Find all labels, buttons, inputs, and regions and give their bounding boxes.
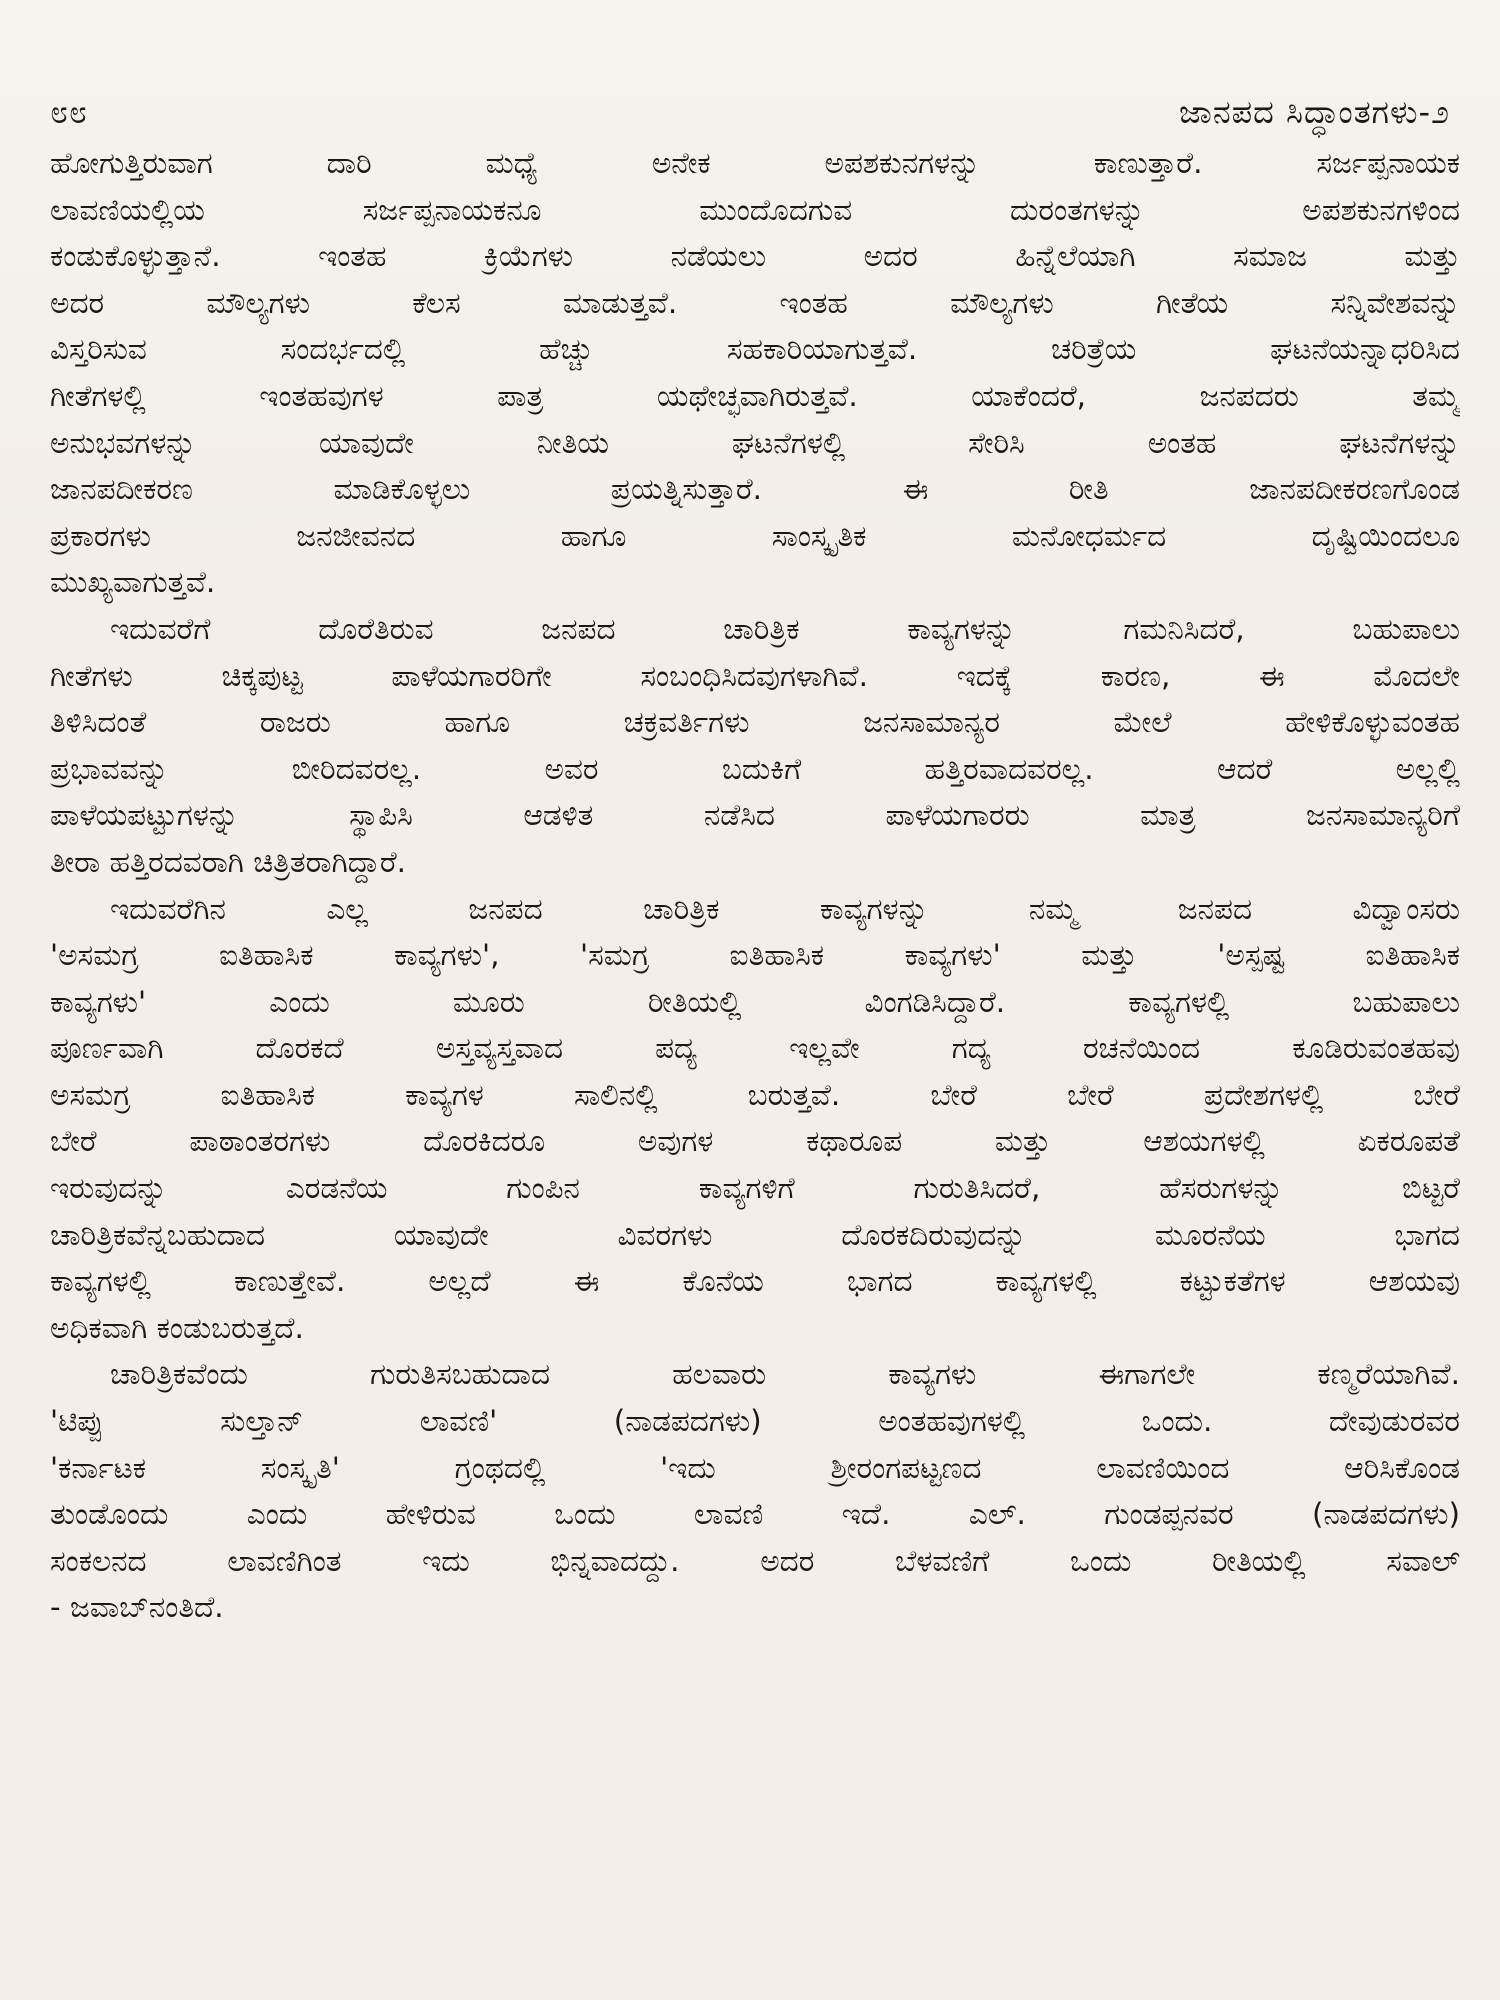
text-line: ತಿಳಿಸಿದಂತೆ ರಾಜರು ಹಾಗೂ ಚಕ್ರವರ್ತಿಗಳು ಜನಸಾಮಾನ್ಯರ ಮೇಲೆ ಹೇಳಿಕೊಳ್ಳುವಂತಹ (50, 705, 1460, 740)
text-line: ಕಂಡುಕೊಳ್ಳುತ್ತಾನೆ. ಇಂತಹ ಕ್ರಿಯೆಗಳು ನಡೆಯಲು ಅದರ ಹಿನ್ನೆಲೆಯಾಗಿ ಸಮಾಜ ಮತ್ತು (50, 239, 1460, 274)
text-line: ಇರುವುದನ್ನು ಎರಡನೆಯ ಗುಂಪಿನ ಕಾವ್ಯಗಳಿಗೆ ಗುರುತಿಸಿದರೆ, ಹೆಸರುಗಳನ್ನು ಬಿಟ್ಟರೆ (50, 1171, 1460, 1206)
text-line: ಸಂಕಲನದ ಲಾವಣಿಗಿಂತ ಇದು ಭಿನ್ನವಾದದ್ದು. ಅದರ ಬೆಳವಣಿಗೆ ಒಂದು ರೀತಿಯಲ್ಲಿ ಸವಾಲ್ (50, 1543, 1460, 1578)
running-head (50, 93, 1460, 131)
text-line: ಅಧಿಕವಾಗಿ ಕಂಡುಬರುತ್ತದೆ. (50, 1310, 304, 1345)
text-line: ಜಾನಪದೀಕರಣ ಮಾಡಿಕೊಳ್ಳಲು ಪ್ರಯತ್ನಿಸುತ್ತಾರೆ. ಈ ರೀತಿ ಜಾನಪದೀಕರಣಗೊಂಡ (50, 472, 1460, 507)
paragraph (50, 1351, 1460, 1631)
text-line: ಇದುವರೆಗೆ ದೊರೆತಿರುವ ಜನಪದ ಚಾರಿತ್ರಿಕ ಕಾವ್ಯಗಳನ್ನು ಗಮನಿಸಿದರೆ, ಬಹುಪಾಲು (110, 611, 1460, 646)
text-line: 'ಕರ್ನಾಟಕ ಸಂಸ್ಕೃತಿ' ಗ್ರಂಥದಲ್ಲಿ 'ಇದು ಶ್ರೀರಂಗಪಟ್ಟಣದ ಲಾವಣಿಯಿಂದ ಆರಿಸಿಕೊಂಡ (50, 1450, 1460, 1485)
text-line: - ಜವಾಬ್‌ನಂತಿದೆ. (50, 1590, 224, 1625)
text-line: ಪಾಳೆಯಪಟ್ಟುಗಳನ್ನು ಸ್ಥಾಪಿಸಿ ಆಡಳಿತ ನಡೆಸಿದ ಪಾಳೆಯಗಾರರು ಮಾತ್ರ ಜನಸಾಮಾನ್ಯರಿಗೆ (50, 798, 1460, 833)
text-line: ಕಾವ್ಯಗಳಲ್ಲಿ ಕಾಣುತ್ತೇವೆ. ಅಲ್ಲದೆ ಈ ಕೊನೆಯ ಭಾಗದ ಕಾವ್ಯಗಳಲ್ಲಿ ಕಟ್ಟುಕತೆಗಳ ಆಶಯವು (50, 1264, 1460, 1299)
paragraph (50, 140, 1460, 606)
text-line: ಅದರ ಮೌಲ್ಯಗಳು ಕೆಲಸ ಮಾಡುತ್ತವೆ. ಇಂತಹ ಮೌಲ್ಯಗಳು ಗೀತೆಯ ಸನ್ನಿವೇಶವನ್ನು (50, 285, 1460, 320)
paragraph (50, 606, 1460, 886)
running-title: ಜಾನಪದ ಸಿದ್ಧಾಂತಗಳು-೨ (1179, 93, 1450, 131)
text-line: ಗೀತೆಗಳಲ್ಲಿ ಇಂತಹವುಗಳ ಪಾತ್ರ ಯಥೇಚ್ಛವಾಗಿರುತ್ತವೆ. ಯಾಕೆಂದರೆ, ಜನಪದರು ತಮ್ಮ (50, 378, 1460, 413)
text-line: ಪ್ರಭಾವವನ್ನು ಬೀರಿದವರಲ್ಲ. ಅವರ ಬದುಕಿಗೆ ಹತ್ತಿರವಾದವರಲ್ಲ. ಆದರೆ ಅಲ್ಲಲ್ಲಿ (50, 751, 1460, 786)
text-line: ತುಂಡೊಂದು ಎಂದು ಹೇಳಿರುವ ಒಂದು ಲಾವಣಿ ಇದೆ. ಎಲ್. ಗುಂಡಪ್ಪನವರ (ನಾಡಪದಗಳು) (50, 1497, 1460, 1532)
text-line: ತೀರಾ ಹತ್ತಿರದವರಾಗಿ ಚಿತ್ರಿತರಾಗಿದ್ದಾರೆ. (50, 844, 407, 879)
body-text (50, 140, 1460, 1631)
text-line: ಚಾರಿತ್ರಿಕವೆಂದು ಗುರುತಿಸಬಹುದಾದ ಹಲವಾರು ಕಾವ್ಯಗಳು ಈಗಾಗಲೇ ಕಣ್ಮರೆಯಾಗಿವೆ. (110, 1357, 1460, 1392)
text-line: ಪ್ರಕಾರಗಳು ಜನಜೀವನದ ಹಾಗೂ ಸಾಂಸ್ಕೃತಿಕ ಮನೋಧರ್ಮದ ದೃಷ್ಟಿಯಿಂದಲೂ (50, 518, 1460, 553)
text-line: ಚಾರಿತ್ರಿಕವೆನ್ನಬಹುದಾದ ಯಾವುದೇ ವಿವರಗಳು ದೊರಕದಿರುವುದನ್ನು ಮೂರನೆಯ ಭಾಗದ (50, 1217, 1460, 1252)
page-number: ೮೮ (50, 93, 88, 131)
paragraph (50, 886, 1460, 1352)
text-line: ಹೋಗುತ್ತಿರುವಾಗ ದಾರಿ ಮಧ್ಯೆ ಅನೇಕ ಅಪಶಕುನಗಳನ್ನು ಕಾಣುತ್ತಾರೆ. ಸರ್ಜಪ್ಪನಾಯಕ (50, 146, 1460, 180)
text-line: ಪೂರ್ಣವಾಗಿ ದೊರಕದೆ ಅಸ್ತವ್ಯಸ್ತವಾದ ಪದ್ಯ ಇಲ್ಲವೇ ಗದ್ಯ ರಚನೆಯಿಂದ ಕೂಡಿರುವಂತಹವು (50, 1031, 1460, 1066)
text-line: ಗೀತೆಗಳು ಚಿಕ್ಕಪುಟ್ಟ ಪಾಳೆಯಗಾರರಿಗೇ ಸಂಬಂಧಿಸಿದವುಗಳಾಗಿವೆ. ಇದಕ್ಕೆ ಕಾರಣ, ಈ ಮೊದಲೇ (50, 658, 1460, 693)
text-line: ಇದುವರೆಗಿನ ಎಲ್ಲ ಜನಪದ ಚಾರಿತ್ರಿಕ ಕಾವ್ಯಗಳನ್ನು ನಮ್ಮ ಜನಪದ ವಿದ್ವಾಂಸರು (110, 891, 1460, 926)
text-line: ಲಾವಣಿಯಲ್ಲಿಯ ಸರ್ಜಪ್ಪನಾಯಕನೂ ಮುಂದೊದಗುವ ದುರಂತಗಳನ್ನು ಅಪಶಕುನಗಳಿಂದ (50, 192, 1460, 227)
text-line: ಕಾವ್ಯಗಳು' ಎಂದು ಮೂರು ರೀತಿಯಲ್ಲಿ ವಿಂಗಡಿಸಿದ್ದಾರೆ. ಕಾವ್ಯಗಳಲ್ಲಿ ಬಹುಪಾಲು (50, 984, 1460, 1019)
text-line: ಅಸಮಗ್ರ ಐತಿಹಾಸಿಕ ಕಾವ್ಯಗಳ ಸಾಲಿನಲ್ಲಿ ಬರುತ್ತವೆ. ಬೇರೆ ಬೇರೆ ಪ್ರದೇಶಗಳಲ್ಲಿ ಬೇರೆ (50, 1077, 1460, 1112)
text-line: ಮುಖ್ಯವಾಗುತ್ತವೆ. (50, 565, 216, 600)
text-line: ವಿಸ್ತರಿಸುವ ಸಂದರ್ಭದಲ್ಲಿ ಹೆಚ್ಚು ಸಹಕಾರಿಯಾಗುತ್ತವೆ. ಚರಿತ್ರೆಯ ಘಟನೆಯನ್ನಾಧರಿಸಿದ (50, 332, 1460, 367)
text-line: 'ಟಿಪ್ಪು ಸುಲ್ತಾನ್ ಲಾವಣಿ' (ನಾಡಪದಗಳು) ಅಂತಹವುಗಳಲ್ಲಿ ಒಂದು. ದೇವುಡುರವರ (50, 1404, 1460, 1439)
text-line: ಬೇರೆ ಪಾಠಾಂತರಗಳು ದೊರಕಿದರೂ ಅವುಗಳ ಕಥಾರೂಪ ಮತ್ತು ಆಶಯಗಳಲ್ಲಿ ಏಕರೂಪತೆ (50, 1124, 1460, 1159)
text-line: ಅನುಭವಗಳನ್ನು ಯಾವುದೇ ನೀತಿಯ ಘಟನೆಗಳಲ್ಲಿ ಸೇರಿಸಿ ಅಂತಹ ಘಟನೆಗಳನ್ನು (50, 425, 1460, 460)
text-line: 'ಅಸಮಗ್ರ ಐತಿಹಾಸಿಕ ಕಾವ್ಯಗಳು', 'ಸಮಗ್ರ ಐತಿಹಾಸಿಕ ಕಾವ್ಯಗಳು' ಮತ್ತು 'ಅಸ್ಪಷ್ಟ ಐತಿಹಾಸಿಕ (50, 938, 1460, 973)
